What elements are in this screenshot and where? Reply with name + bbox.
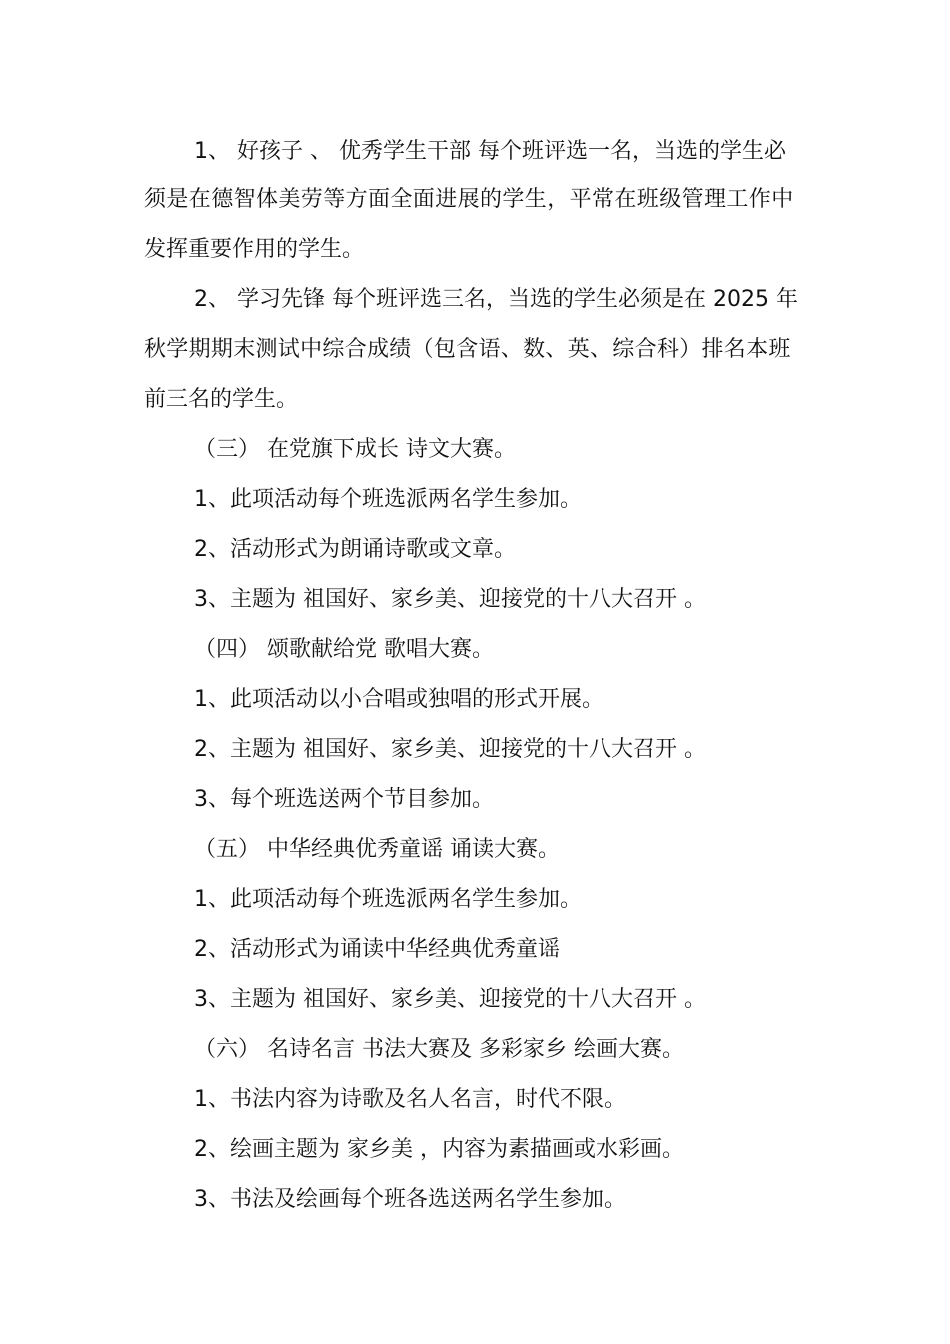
section-3-item-1: 1、此项活动每个班选派两名学生参加。 (194, 487, 582, 512)
section-heading-3: （三） 在党旗下成长 诗文大赛。 (194, 437, 516, 462)
paragraph-2-line-2: 秋学期期末测试中综合成绩（包含语、数、英、综合科）排名本班 (144, 337, 791, 362)
section-5-item-3: 3、主题为 祖国好、家乡美、迎接党的十八大召开 。 (194, 987, 706, 1012)
section-5-item-2: 2、活动形式为诵读中华经典优秀童谣 (194, 937, 560, 962)
paragraph-1-line-2: 须是在德智体美劳等方面全面进展的学生，平常在班级管理工作中 (144, 187, 794, 212)
paragraph-1-line-3: 发挥重要作用的学生。 (144, 237, 365, 262)
section-3-item-2: 2、活动形式为朗诵诗歌或文章。 (194, 537, 516, 562)
paragraph-2-line-3: 前三名的学生。 (144, 387, 299, 412)
section-6-item-1: 1、书法内容为诗歌及名人名言，时代不限。 (194, 1087, 626, 1112)
section-heading-5: （五） 中华经典优秀童谣 诵读大赛。 (194, 837, 560, 862)
section-4-item-1: 1、此项活动以小合唱或独唱的形式开展。 (194, 687, 604, 712)
section-6-item-3: 3、书法及绘画每个班各选送两名学生参加。 (194, 1187, 626, 1212)
section-heading-4: （四） 颂歌献给党 歌唱大赛。 (194, 637, 494, 662)
paragraph-2-line-1: 2、 学习先锋 每个班评选三名，当选的学生必须是在 2025 年 (194, 287, 798, 312)
paragraph-1-line-1: 1、 好孩子 、 优秀学生干部 每个班评选一名，当选的学生必 (194, 139, 786, 164)
section-3-item-3: 3、主题为 祖国好、家乡美、迎接党的十八大召开 。 (194, 587, 706, 612)
section-5-item-1: 1、此项活动每个班选派两名学生参加。 (194, 887, 582, 912)
section-heading-6: （六） 名诗名言 书法大赛及 多彩家乡 绘画大赛。 (194, 1037, 684, 1062)
section-4-item-3: 3、每个班选送两个节目参加。 (194, 787, 494, 812)
section-6-item-2: 2、绘画主题为 家乡美 ，内容为素描画或水彩画。 (194, 1137, 684, 1162)
section-4-item-2: 2、主题为 祖国好、家乡美、迎接党的十八大召开 。 (194, 737, 706, 762)
